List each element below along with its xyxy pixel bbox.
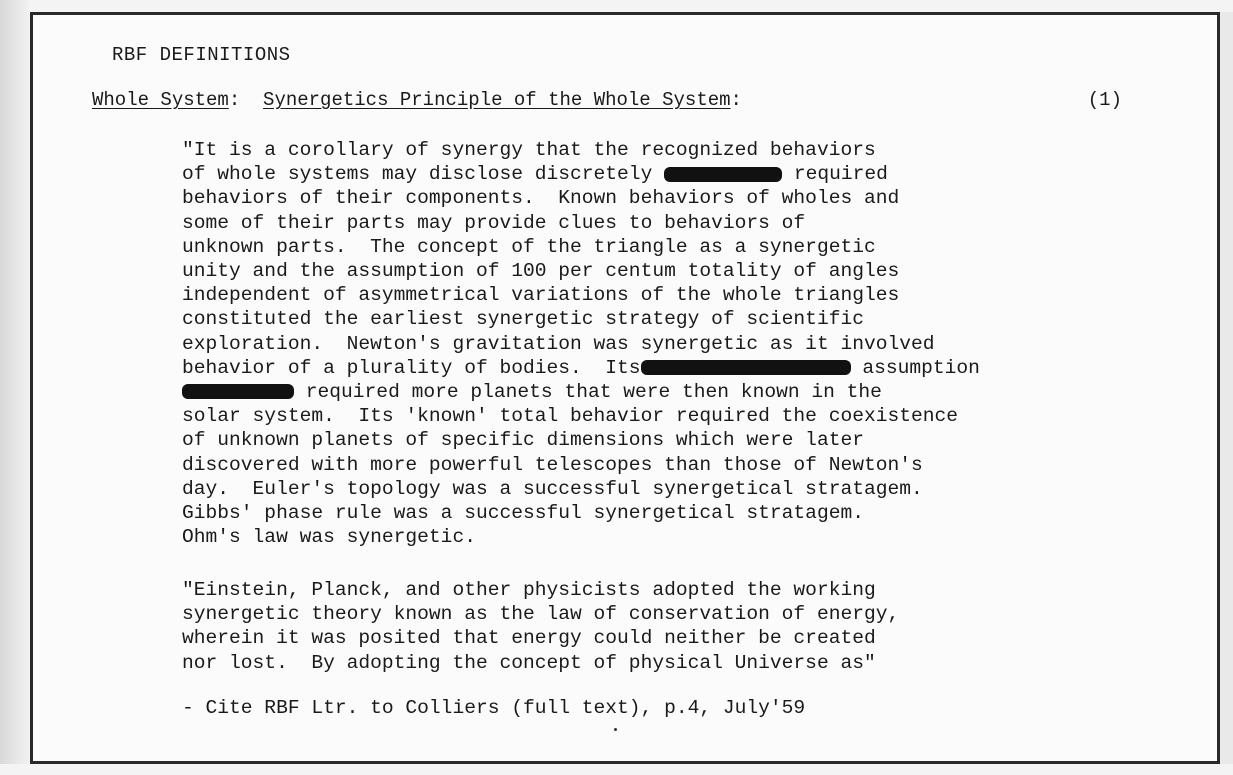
ink-dot [614, 728, 617, 731]
text-run: behavior of a plurality of bodies. Its [182, 356, 641, 379]
entry-number: (1) [1087, 89, 1122, 111]
text-run: of whole systems may disclose discretely [182, 163, 665, 186]
text-line [182, 602, 1142, 626]
page-top-edge [0, 0, 1233, 12]
text-run: discovered with more powerful telescopes than those of Newton's [182, 453, 923, 476]
document-title: RBF DEFINITIONS [112, 44, 291, 66]
text-line [182, 578, 1142, 602]
text-run: constituted the earliest synergetic strategy of scientific [182, 308, 864, 331]
text-line [182, 186, 1142, 210]
heading-subterm: Synergetics Principle of the Whole System [263, 89, 731, 111]
text-line [182, 307, 1142, 331]
text-line [182, 626, 1142, 650]
heading-term: Whole System [92, 89, 229, 111]
text-run: some of their parts may provide clues to behaviors of [182, 211, 806, 234]
heading-colon: : [228, 89, 241, 111]
text-line [182, 453, 1142, 477]
redaction-bar [641, 360, 851, 375]
text-run: assumption [850, 356, 980, 379]
text-run: of unknown planets of specific dimensions which were later [182, 429, 864, 452]
text-line [182, 235, 1142, 259]
scan-margin [0, 0, 30, 775]
text-line [182, 259, 1142, 283]
text-line [182, 332, 1142, 356]
text-line [182, 283, 1142, 307]
text-run: synergetic theory known as the law of conservation of energy, [182, 603, 900, 626]
text-run: behaviors of their components. Known behaviors of wholes and [182, 187, 900, 210]
text-line [182, 380, 1142, 404]
redaction-bar [182, 384, 294, 399]
page-bottom-edge [0, 764, 1233, 775]
citation: - Cite RBF Ltr. to Colliers (full text), p.4, July'59 [182, 697, 806, 719]
text-line [182, 404, 1142, 428]
quote-paragraph-1 [182, 138, 1142, 549]
text-line [182, 501, 1142, 525]
text-run: independent of asymmetrical variations of the whole triangles [182, 284, 900, 307]
text-run: "Einstein, Planck, and other physicists adopted the working [182, 579, 876, 601]
text-line [182, 428, 1142, 452]
text-run: exploration. Newton's gravitation was synergetic as it involved [182, 332, 935, 355]
text-run: solar system. Its 'known' total behavior required the coexistence [182, 405, 959, 428]
redaction-bar [664, 167, 782, 182]
text-line [182, 477, 1142, 501]
text-line [182, 211, 1142, 235]
heading-colon: : [730, 89, 742, 111]
text-line [182, 138, 1142, 162]
text-run: Ohm's law was synergetic. [182, 526, 476, 549]
text-line [182, 651, 1142, 675]
text-run: unknown parts. The concept of the triangle as a synergetic [182, 235, 876, 258]
text-run: required more planets that were then known in the [294, 381, 882, 404]
text-line [182, 162, 1142, 186]
quote-paragraph-2 [182, 578, 1142, 675]
text-line [182, 525, 1142, 549]
text-line [182, 356, 1142, 380]
text-run: required [782, 163, 888, 186]
text-run: unity and the assumption of 100 per centum totality of angles [182, 260, 900, 283]
text-run: nor lost. By adopting the concept of physical Universe as" [182, 651, 876, 674]
entry-heading [92, 89, 1122, 111]
text-run: Gibbs' phase rule was a successful synergetical stratagem. [182, 502, 864, 525]
text-run: wherein it was posited that energy could neither be created [182, 627, 876, 650]
text-run: day. Euler's topology was a successful synergetical stratagem. [182, 477, 923, 500]
text-run: "It is a corollary of synergy that the recognized behaviors [182, 139, 876, 161]
